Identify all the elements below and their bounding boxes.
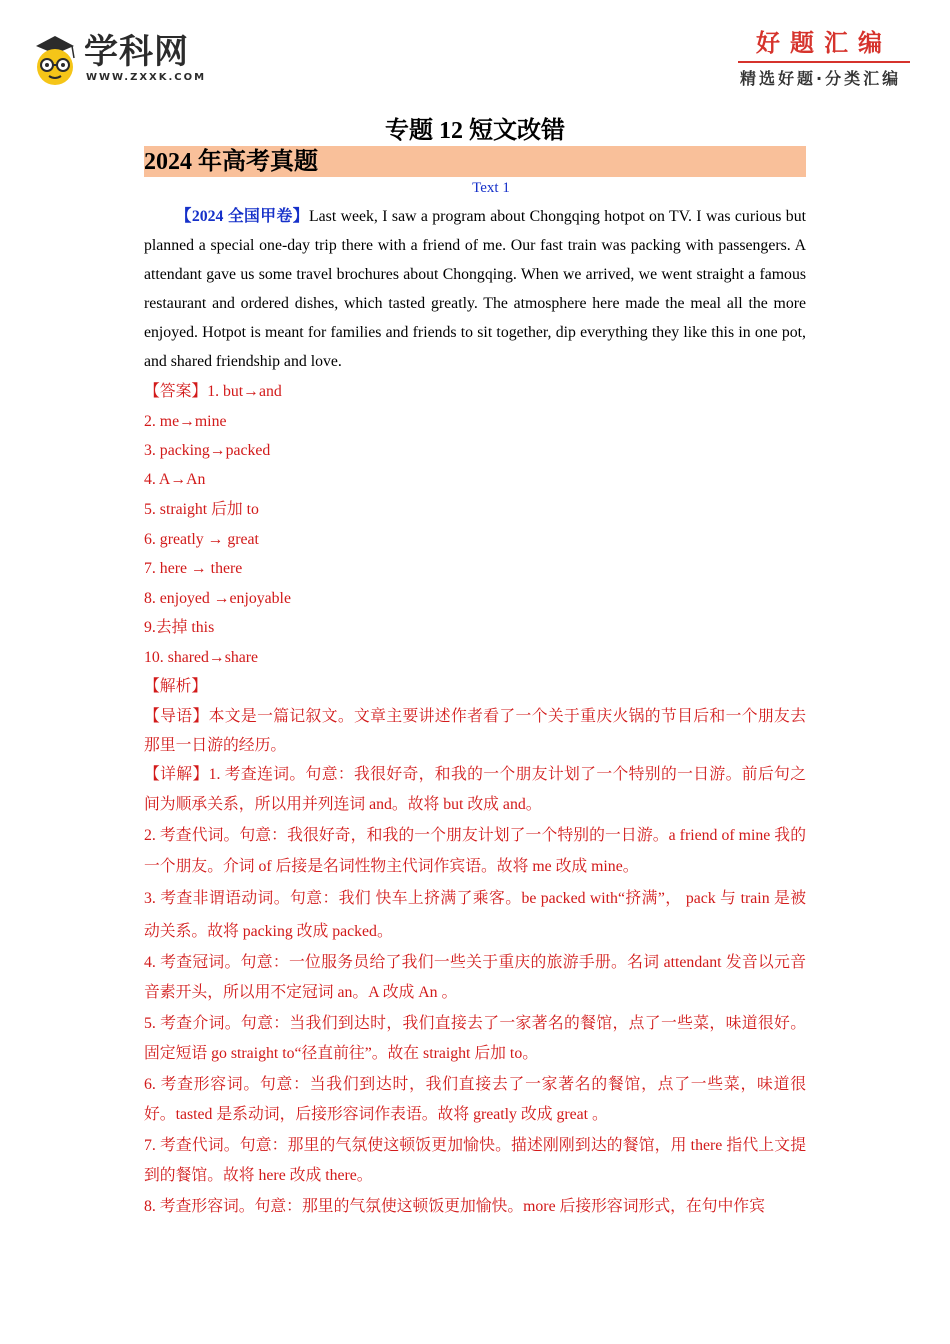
analysis-detail: 5. 考查介词。句意：当我们到达时，我们直接去了一家著名的餐馆，点了一些菜，味道很好。固定短语 go straight to“径直前往”。故在 straight 后加 to。 xyxy=(144,1015,806,1062)
passage xyxy=(144,202,806,376)
analysis-detail: 3. 考查非谓语动词。句意：我们 快车上挤满了乘客。be packed with“挤满”， pack 与 train 是被动关系。故将 packing 改成 packed。 xyxy=(144,890,806,940)
mascot-face-icon xyxy=(32,34,78,86)
haoti-logo-title: 好题汇编 xyxy=(756,29,892,57)
analysis-detail: 6. 考查形容词。句意：当我们到达时，我们直接去了一家著名的餐馆，点了一些菜，味道很好。tasted 是系动词，后接形容词作表语。故将 greatly 改成 great 。 xyxy=(144,1076,806,1123)
answer-line: 【答案】1. but→and xyxy=(144,383,282,400)
analysis-heading: 【解析】 xyxy=(144,678,208,695)
answer-line: 10. shared→share xyxy=(144,649,259,666)
answer-line: 2. me→mine xyxy=(144,413,227,430)
text-label: Text 1 xyxy=(472,180,510,196)
answer-line: 8. enjoyed →enjoyable xyxy=(144,590,291,607)
passage-source: 【2024 全国甲卷】 xyxy=(175,208,310,225)
page-header xyxy=(0,0,950,110)
haoti-logo-divider xyxy=(738,61,910,63)
answer-line: 3. packing→packed xyxy=(144,442,271,459)
analysis-intro: 【导语】本文是一篇记叙文。文章主要讲述作者看了一个关于重庆火锅的节目后和一个朋友去那里一日游的经历。 xyxy=(144,708,806,754)
section-title: 2024 年高考真题 xyxy=(144,149,318,175)
passage-body: Last week, I saw a program about Chongqing hotpot on TV. I was curious but planned a special one-day trip there with a friend of me. Our fast train was packing with passengers. A attendant gave us some travel brochures about Chongqing. When we arrived, we went straight a famous restaurant and ordered dishes, which tasted greatly. The atmosphere here made the meal all the more enjoyed. Hotpot is meant for families and friends to sit together, dip everything they like this in one pot, and shared friendship and love. xyxy=(144,208,806,370)
logo-url: WWW.ZXXK.COM xyxy=(86,72,207,83)
answer-line: 4. A→An xyxy=(144,471,206,488)
answer-line: 9.去掉 this xyxy=(144,619,215,636)
analysis-detail: 7. 考查代词。句意：那里的气氛使这顿饭更加愉快。描述刚刚到达的餐馆，用 there 指代上文提到的餐馆。故将 here 改成 there。 xyxy=(144,1137,806,1184)
answer-line: 7. here → there xyxy=(144,560,243,577)
analysis-detail: 4. 考查冠词。句意：一位服务员给了我们一些关于重庆的旅游手册。名词 attendant 发音以元音音素开头，所以用不定冠词 an。A 改成 An 。 xyxy=(144,954,806,1001)
answer-line: 5. straight 后加 to xyxy=(144,501,259,518)
document-title: 专题 12 短文改错 xyxy=(385,118,565,144)
haoti-logo-subtitle: 精选好题·分类汇编 xyxy=(740,69,902,88)
logo-title: 学科网 xyxy=(84,32,189,72)
zxxk-logo xyxy=(30,30,230,90)
answer-line: 6. greatly → great xyxy=(144,531,259,548)
analysis-detail: 2. 考查代词。句意：我很好奇，和我的一个朋友计划了一个特别的一日游。a friend of mine 我的一个朋友。介词 of 后接是名词性物主代词作宾语。故将 me 改成 mine。 xyxy=(144,827,806,875)
haoti-logo xyxy=(738,28,914,92)
analysis-detail: 8. 考查形容词。句意：那里的气氛使这顿饭更加愉快。more 后接形容词形式，在句中作宾 xyxy=(144,1198,765,1215)
analysis-detail: 【详解】1. 考查连词。句意：我很好奇，和我的一个朋友计划了一个特别的一日游。前后句之间为顺承关系，所以用并列连词 and。故将 but 改成 and。 xyxy=(144,766,806,813)
